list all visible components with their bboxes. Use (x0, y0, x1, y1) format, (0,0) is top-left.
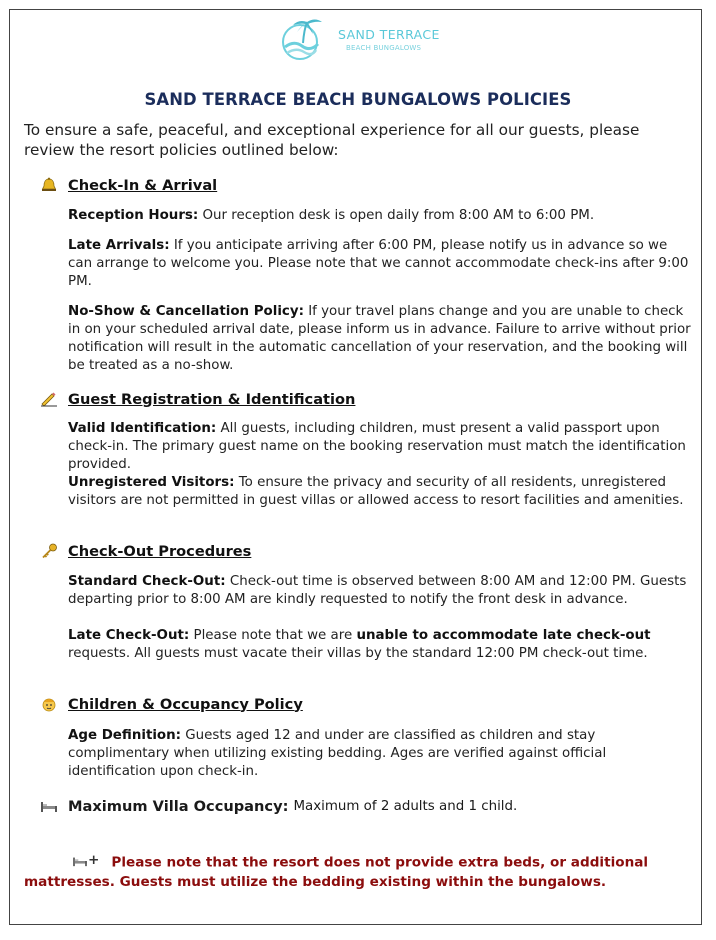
writing-hand-icon (38, 390, 60, 408)
policy-label: Late Check-Out: (68, 628, 190, 643)
policy-label: Unregistered Visitors: (68, 475, 235, 490)
resort-logo (276, 16, 446, 62)
bell-icon (38, 176, 60, 194)
policy-item-standard-check-out (68, 573, 693, 609)
section-title: Children & Occupancy Policy (68, 695, 303, 713)
page-title: SAND TERRACE BEACH BUNGALOWS POLICIES (144, 90, 572, 109)
policy-text: All guests, including children, must present a valid passport upon check-in. The primary guest name on the booking reservation must match the identification provided. (68, 421, 686, 472)
policy-item-no-show (68, 303, 693, 375)
policy-item-age-definition (68, 727, 693, 781)
policy-text: Our reception desk is open daily from 8:00 AM to 6:00 PM. (198, 208, 595, 223)
policy-text: Check-out time is observed between 8:00 AM and 12:00 PM. Guests departing prior to 8:00 AM are kindly requested to notify the front desk in advance. (68, 574, 687, 607)
policy-item-late-check-out (68, 627, 693, 663)
maximum-occupancy (38, 796, 517, 816)
section-heading-children (38, 694, 303, 714)
notice-line-1: Please note that the resort does not provide extra beds, or additional (111, 854, 649, 871)
section-heading-check-in (38, 175, 217, 195)
logo-name: SAND TERRACE (338, 27, 440, 42)
bed-icon (38, 797, 60, 815)
section-heading-registration (38, 389, 355, 409)
policy-label: Late Arrivals: (68, 238, 170, 253)
policy-emphasis: unable to accommodate late check-out (356, 628, 651, 643)
intro-text: To ensure a safe, peaceful, and exceptional experience for all our guests, please review the resort policies outlined below: (24, 121, 640, 159)
section-heading-check-out (38, 541, 251, 561)
occupancy-text: Maximum of 2 adults and 1 child. (293, 798, 518, 814)
key-icon (38, 542, 60, 560)
section-title: Guest Registration & Identification (68, 390, 356, 408)
policy-text-before: Please note that we are (189, 628, 357, 643)
plus-sign: + (88, 852, 100, 868)
policy-text: To ensure the privacy and security of all residents, unregistered visitors are not permitted in guest villas or allowed access to resort facilities and amenities. (68, 475, 684, 508)
logo-tagline: BEACH BUNGALOWS (346, 44, 422, 52)
policy-label: Reception Hours: (68, 208, 199, 223)
policy-item-reception-hours (68, 207, 693, 225)
extra-beds-notice (24, 851, 694, 892)
policy-text: Guests aged 12 and under are classified as children and stay complimentary when utilizing existing bedding. Ages are verified against official identification upon check-in. (68, 728, 607, 779)
occupancy-label: Maximum Villa Occupancy: (68, 797, 289, 815)
section-title: Check-Out Procedures (68, 542, 252, 560)
policy-item-late-arrivals (68, 237, 693, 291)
policy-label: Age Definition: (68, 728, 182, 743)
palm-wave-logo-icon (278, 16, 326, 62)
policy-label: Standard Check-Out: (68, 574, 226, 589)
policy-item-unregistered-visitors (68, 474, 693, 510)
policy-label: No-Show & Cancellation Policy: (68, 304, 304, 319)
policy-label: Valid Identification: (68, 421, 217, 436)
policy-text: If your travel plans change and you are unable to check in on your scheduled arrival date, please inform us in advance. Failure to arrive without prior notification will result in the automatic cancellation of your reservation, and the booking will be treated as a no-show. (68, 304, 691, 373)
bed-plus-icon (72, 851, 99, 870)
policy-text: requests. All guests must vacate their villas by the standard 12:00 PM check-out time. (68, 646, 648, 661)
policy-item-valid-id (68, 420, 693, 474)
child-face-icon (38, 695, 60, 713)
section-title: Check-In & Arrival (68, 176, 218, 194)
policy-text: If you anticipate arriving after 6:00 PM, please notify us in advance so we can arrange to welcome you. Please note that we cannot accommodate check-ins after 9:00 PM. (68, 238, 689, 289)
notice-line-2: mattresses. Guests must utilize the bedding existing within the bungalows. (24, 873, 607, 890)
